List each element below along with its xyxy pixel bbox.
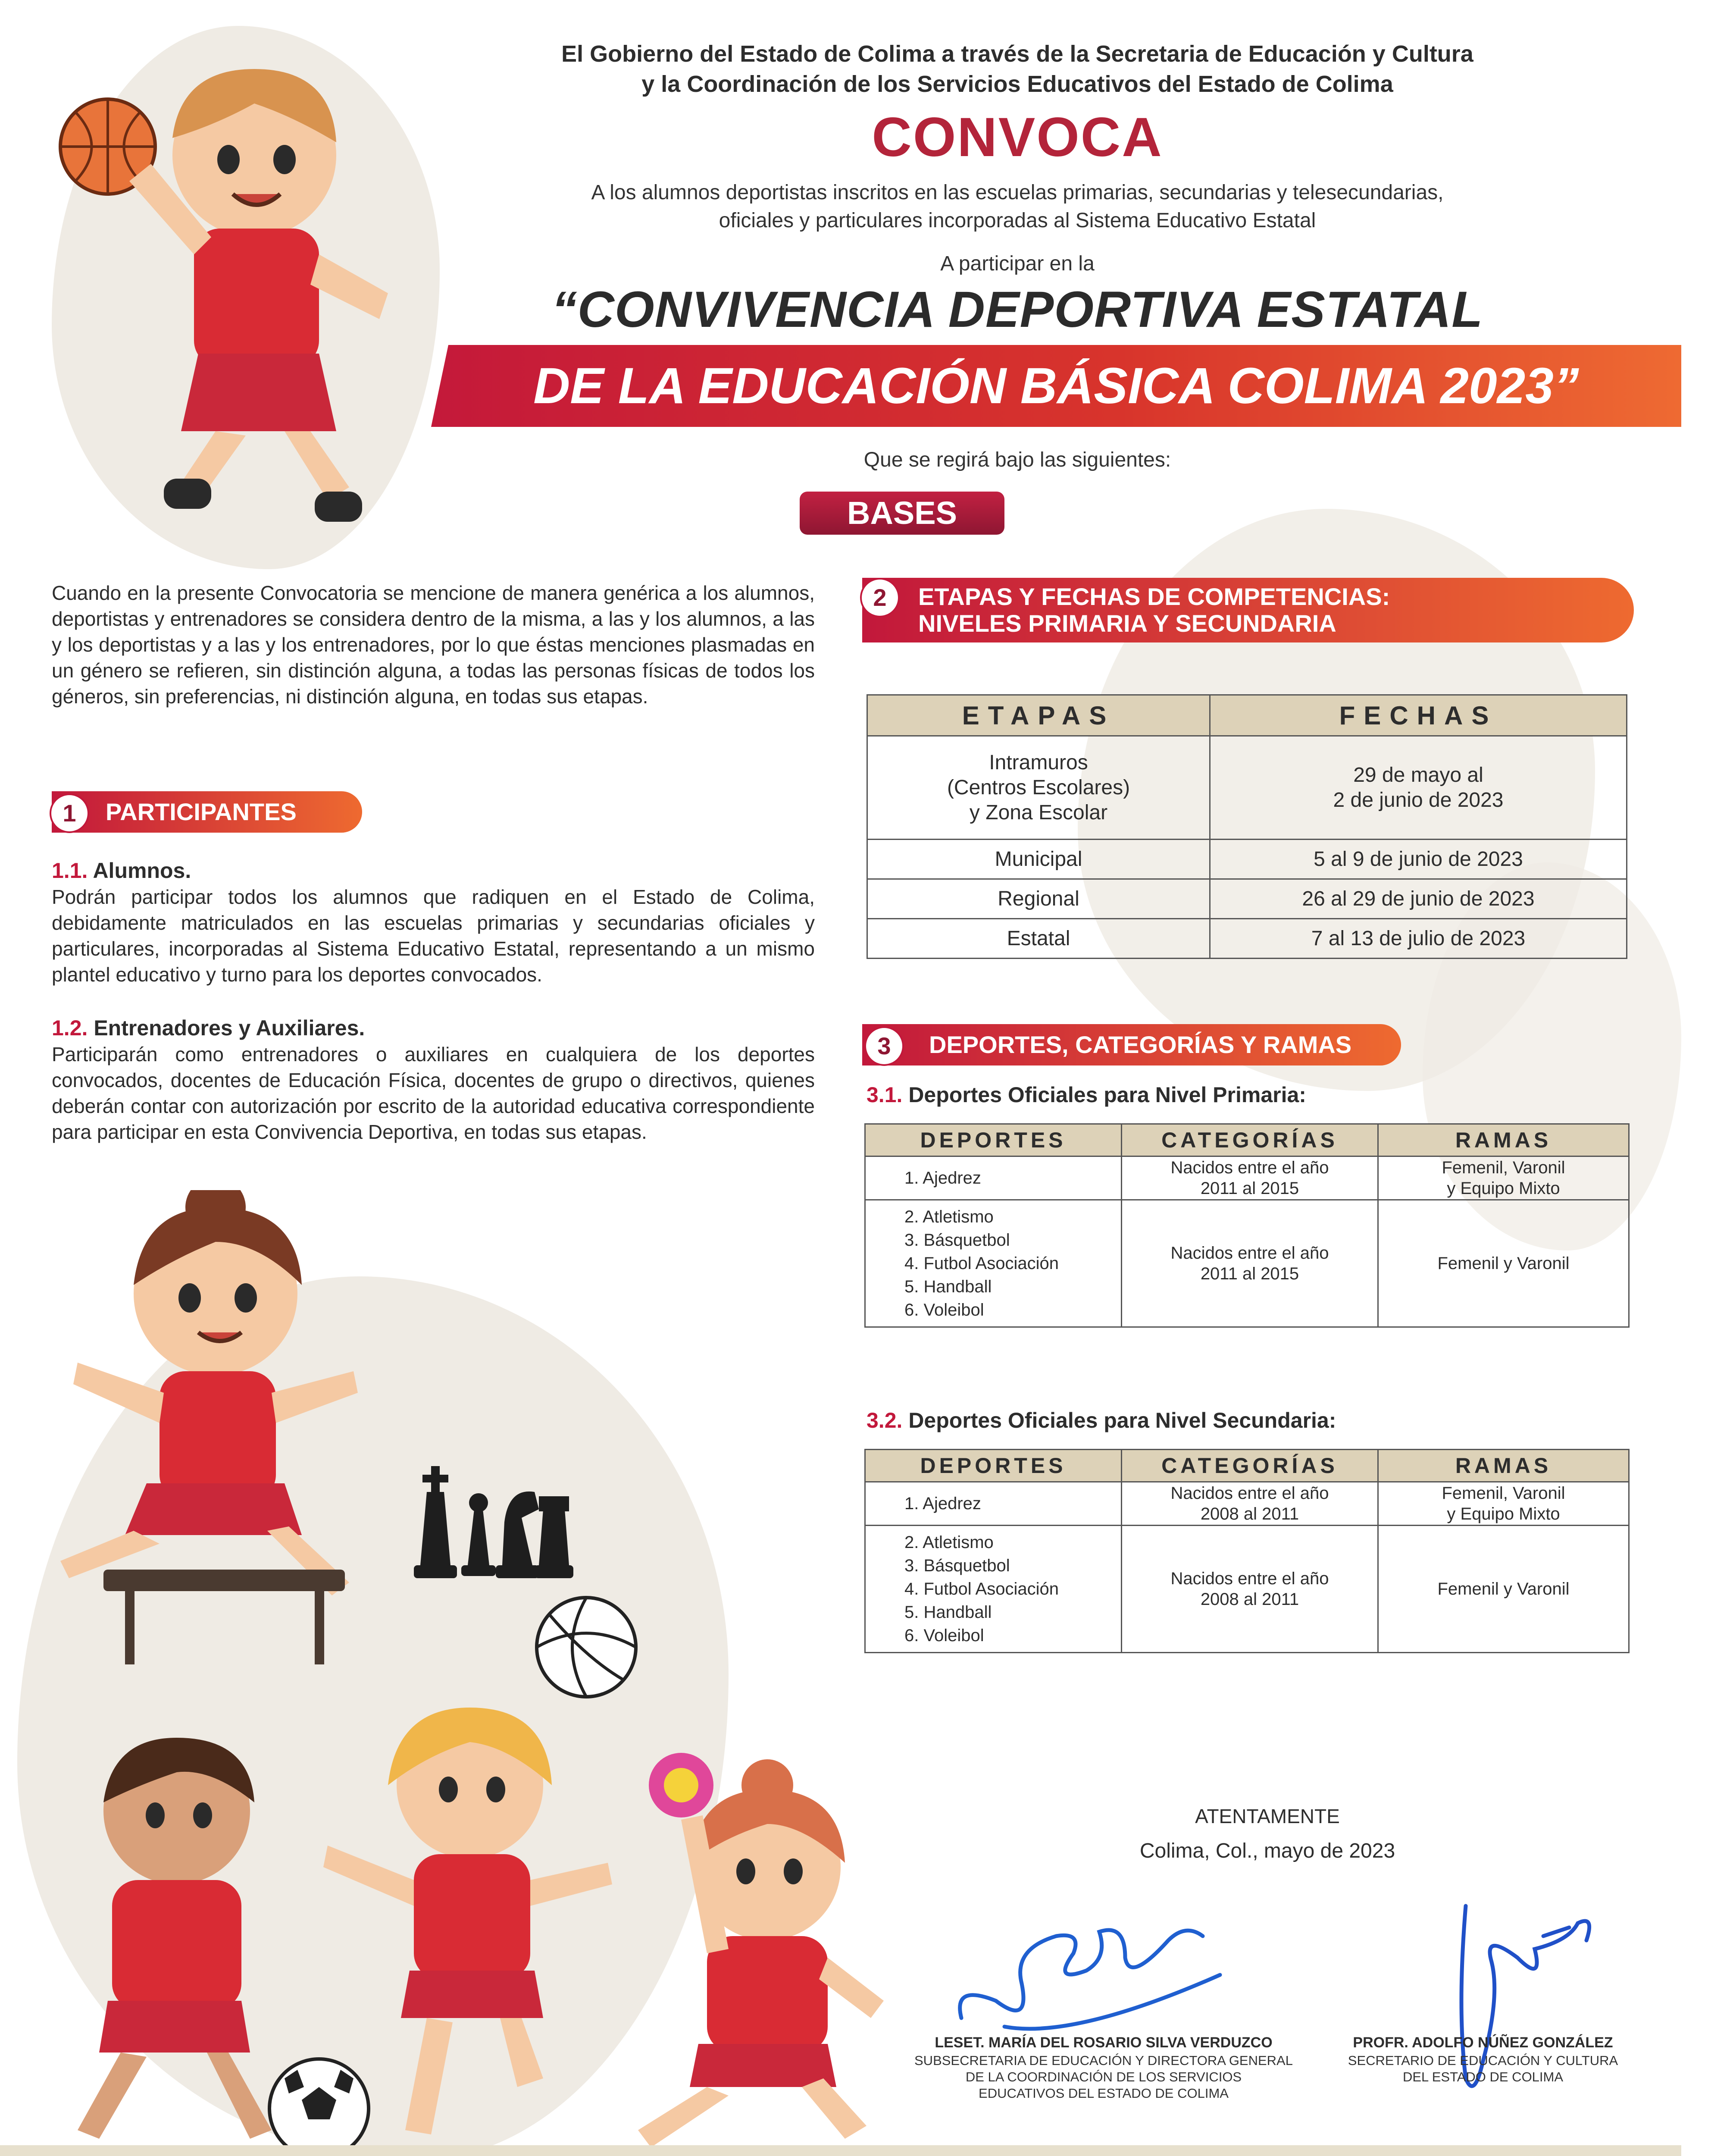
section-3-number: 3 (864, 1026, 904, 1066)
section-3-header (862, 1024, 1401, 1065)
table-row (867, 919, 1627, 959)
atentamente-text: ATENTAMENTE (1195, 1805, 1340, 1827)
signatory-1-name: LESET. MARÍA DEL ROSARIO SILVA VERDUZCO (935, 2034, 1273, 2051)
subsection-1-2-text: Participarán como entrenadores o auxiliares en cualquiera de los deportes convocados, docentes de Educación Física, docentes de grupo o directivos, quienes deberán contar con autorización por escrito de la autoridad educativa correspondiente para participar en esta Convivencia Deportiva, en todas sus etapas. (52, 1043, 815, 1143)
subsection-1-2-heading (52, 1015, 365, 1040)
sport-item: 4. Futbol Asociación (904, 1254, 1059, 1273)
intro-line-1: A los alumnos deportistas inscritos en las escuelas primarias, secundarias y telesecundarias, (591, 181, 1444, 204)
kid-hurdle-illustration (60, 1190, 388, 1664)
table-header-row (865, 1124, 1629, 1156)
category-cell (1122, 1156, 1378, 1200)
stage-cell: Municipal (867, 840, 1210, 879)
column-header-ramas: RAMAS (1378, 1450, 1629, 1482)
table-row (865, 1200, 1629, 1327)
subsection-3-2-heading (866, 1408, 1336, 1433)
hurdle-icon (103, 1570, 345, 1664)
category-line: Nacidos entre el año (1170, 1484, 1329, 1503)
branch-cell: Femenil y Varonil (1378, 1200, 1629, 1327)
event-title-line-1: “CONVIVENCIA DEPORTIVA ESTATAL (551, 281, 1483, 338)
column-header-ramas: RAMAS (1378, 1124, 1629, 1156)
date-cell: 5 al 9 de junio de 2023 (1210, 840, 1627, 879)
subsection-3-1-title: Deportes Oficiales para Nivel Primaria: (908, 1083, 1306, 1107)
section-2-number: 2 (860, 578, 900, 617)
date-cell (1210, 736, 1627, 840)
subsection-1-2-number: 1.2. (52, 1016, 88, 1040)
sport-item: 6. Voleibol (904, 1626, 984, 1645)
primaria-sports-table (864, 1123, 1630, 1328)
section-1-title: PARTICIPANTES (106, 798, 297, 825)
subsection-3-2-number: 3.2. (866, 1408, 903, 1432)
sport-item: 2. Atletismo (904, 1207, 994, 1226)
category-line: Nacidos entre el año (1170, 1569, 1329, 1588)
branch-line: Femenil, Varonil (1442, 1158, 1565, 1177)
subsection-3-1-number: 3.1. (866, 1083, 903, 1107)
column-header-fechas: FECHAS (1210, 695, 1627, 736)
table-row (865, 1482, 1629, 1526)
subsection-1-1-heading (52, 858, 191, 883)
category-line: 2011 al 2015 (1200, 1264, 1299, 1283)
bases-badge: BASES (800, 492, 1004, 535)
role-line: SUBSECRETARIA DE EDUCACIÓN Y DIRECTORA GENERAL (914, 2053, 1293, 2068)
sport-item: 5. Handball (904, 1603, 992, 1622)
branch-line: y Equipo Mixto (1447, 1504, 1560, 1523)
role-line: DE LA COORDINACIÓN DE LOS SERVICIOS (965, 2069, 1242, 2084)
date-line: 2 de junio de 2023 (1333, 788, 1504, 812)
stage-cell: Estatal (867, 919, 1210, 959)
date-line: 29 de mayo al (1353, 763, 1483, 787)
soccer-ball-icon (269, 2059, 369, 2156)
table-row (867, 840, 1627, 879)
signature-1-image (944, 1897, 1229, 2040)
branch-cell: Femenil y Varonil (1378, 1526, 1629, 1653)
subsection-3-1-heading (866, 1082, 1306, 1107)
section-2-header (862, 578, 1634, 642)
stage-line: Intramuros (989, 751, 1088, 774)
category-line: 2008 al 2011 (1200, 1590, 1299, 1609)
subsection-3-2-title: Deportes Oficiales para Nivel Secundaria: (908, 1408, 1336, 1432)
subsection-1-1-text: Podrán participar todos los alumnos que radiquen en el Estado de Colima, debidamente matriculados en las escuelas primarias y secundarias oficiales y particulares, incorporadas al Sistema Educativo Estatal, representando a un mismo plantel educativo y turno para los deportes convocados. (52, 886, 815, 986)
column-header-categorias: CATEGORÍAS (1122, 1124, 1378, 1156)
stage-line: (Centros Escolares) (947, 776, 1130, 799)
volleyball-icon (532, 1593, 640, 1701)
handball-icon (649, 1753, 713, 1818)
kids-group-illustration (26, 1699, 897, 2156)
date-cell: 26 al 29 de junio de 2023 (1210, 879, 1627, 919)
branch-line: Femenil, Varonil (1442, 1484, 1565, 1503)
sport-cell: 1. Ajedrez (865, 1482, 1122, 1526)
signatory-1-role (905, 2053, 1302, 2102)
section-1-number: 1 (50, 793, 89, 833)
participar-text: A participar en la (940, 252, 1095, 275)
signatory-2-role (1328, 2053, 1638, 2085)
category-cell (1122, 1482, 1378, 1526)
section-2-title-line-2: NIVELES PRIMARIA Y SECUNDARIA (918, 610, 1336, 637)
subsection-1-1-number: 1.1. (52, 859, 88, 883)
column-header-etapas: ETAPAS (867, 695, 1210, 736)
signatory-2-name: PROFR. ADOLFO NÚÑEZ GONZÁLEZ (1353, 2034, 1613, 2051)
section-1-header (52, 791, 362, 833)
table-row (865, 1156, 1629, 1200)
header-line-1: El Gobierno del Estado de Colima a través de la Secretaria de Educación y Cultura (561, 41, 1473, 67)
convoca-title: CONVOCA (872, 107, 1163, 168)
category-cell (1122, 1200, 1378, 1327)
intro-line-2: oficiales y particulares incorporadas al Sistema Educativo Estatal (719, 209, 1316, 232)
stages-dates-table (866, 694, 1627, 959)
sport-list-cell (865, 1526, 1122, 1653)
branch-cell (1378, 1482, 1629, 1526)
branch-cell (1378, 1156, 1629, 1200)
kid-basketball-illustration (52, 52, 440, 539)
sport-item: 6. Voleibol (904, 1300, 984, 1319)
event-title-line-2: DE LA EDUCACIÓN BÁSICA COLIMA 2023” (533, 357, 1579, 414)
sport-list-cell (865, 1200, 1122, 1327)
role-line: DEL ESTADO DE COLIMA (1402, 2069, 1564, 2084)
footer-strip (0, 2145, 1681, 2156)
table-row (865, 1526, 1629, 1653)
category-line: Nacidos entre el año (1170, 1158, 1329, 1177)
sport-item: 3. Básquetbol (904, 1231, 1010, 1250)
role-line: EDUCATIVOS DEL ESTADO DE COLIMA (979, 2086, 1229, 2101)
table-row (867, 879, 1627, 919)
subsection-1-2-title: Entrenadores y Auxiliares. (94, 1016, 365, 1040)
place-date-text: Colima, Col., mayo de 2023 (1139, 1839, 1395, 1862)
sport-item: 2. Atletismo (904, 1533, 994, 1552)
table-header-row (867, 695, 1627, 736)
stage-cell: Regional (867, 879, 1210, 919)
intro-paragraph: Cuando en la presente Convocatoria se mencione de manera genérica a los alumnos, deportistas y entrenadores se considera dentro de la misma, a las y los alumnos, a las y los deportistas y a las y los entrenadores, por lo que éstas menciones plasmadas en un género se refieren, sin distinción alguna, a todas las personas físicas de todos los géneros, sin preferencias, ni distinción alguna, en todas sus etapas. (52, 582, 815, 708)
role-line: SECRETARIO DE EDUCACIÓN Y CULTURA (1348, 2053, 1618, 2068)
branch-line: y Equipo Mixto (1447, 1179, 1560, 1198)
header-line-2: y la Coordinación de los Servicios Educativos del Estado de Colima (641, 71, 1393, 97)
secundaria-sports-table (864, 1449, 1630, 1653)
section-2-title-line-1: ETAPAS Y FECHAS DE COMPETENCIAS: (918, 583, 1390, 610)
sport-item: 5. Handball (904, 1277, 992, 1296)
stage-cell (867, 736, 1210, 840)
column-header-categorias: CATEGORÍAS (1122, 1450, 1378, 1482)
sport-item: 4. Futbol Asociación (904, 1579, 1059, 1598)
category-line: 2011 al 2015 (1200, 1179, 1299, 1198)
column-header-deportes: DEPORTES (865, 1450, 1122, 1482)
column-header-deportes: DEPORTES (865, 1124, 1122, 1156)
chess-pieces-icon (405, 1440, 578, 1583)
date-cell: 7 al 13 de julio de 2023 (1210, 919, 1627, 959)
category-line: Nacidos entre el año (1170, 1244, 1329, 1263)
category-line: 2008 al 2011 (1200, 1504, 1299, 1523)
subsection-1-1-title: Alumnos. (93, 859, 191, 883)
section-3-title: DEPORTES, CATEGORÍAS Y RAMAS (929, 1031, 1352, 1058)
table-row (867, 736, 1627, 840)
stage-line: y Zona Escolar (969, 801, 1108, 824)
sport-item: 3. Básquetbol (904, 1556, 1010, 1575)
table-header-row (865, 1450, 1629, 1482)
category-cell (1122, 1526, 1378, 1653)
sport-cell: 1. Ajedrez (865, 1156, 1122, 1200)
regira-text: Que se regirá bajo las siguientes: (863, 448, 1171, 471)
